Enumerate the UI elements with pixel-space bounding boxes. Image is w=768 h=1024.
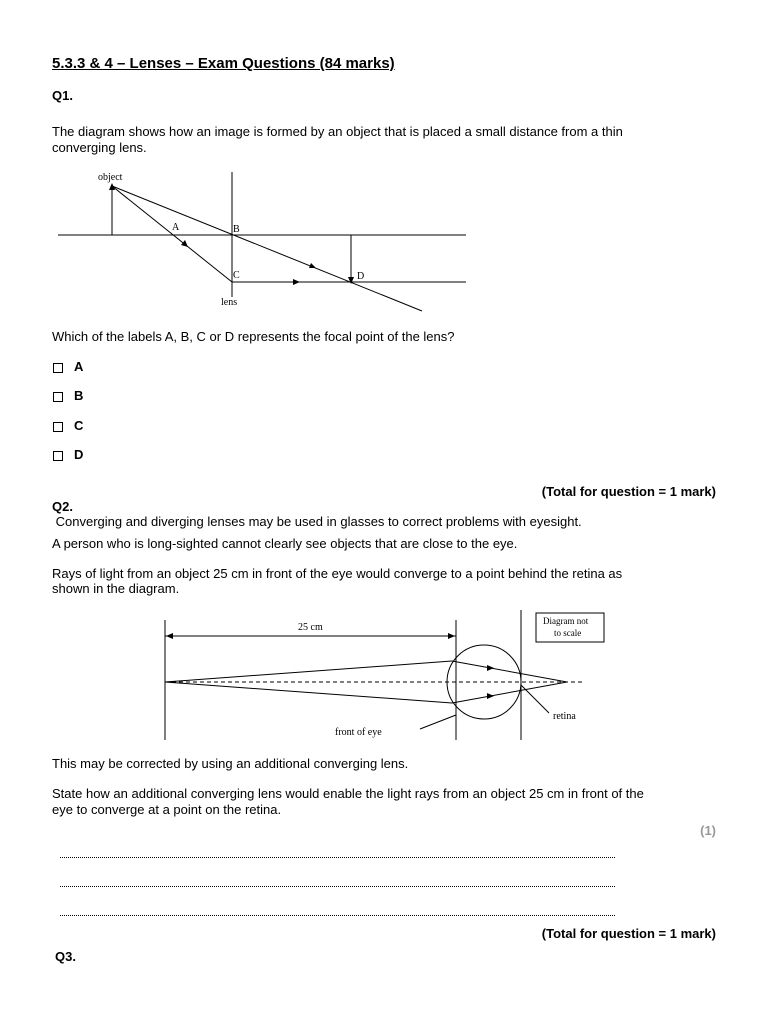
- label-b: B: [233, 224, 240, 235]
- option-a-label: A: [74, 359, 84, 374]
- checkbox-b[interactable]: [53, 392, 63, 402]
- q2-line2: A person who is long-sighted cannot clearly see objects that are close to the eye.: [52, 536, 518, 551]
- answer-line-3[interactable]: [60, 914, 615, 916]
- note-line2: to scale: [554, 628, 582, 638]
- q1-heading: Q1.: [52, 88, 73, 103]
- option-d-label: D: [74, 447, 84, 462]
- answer-line-2[interactable]: [60, 885, 615, 887]
- q2-line1: Converging and diverging lenses may be used in glasses to correct problems with eyesight.: [52, 514, 582, 529]
- label-c: C: [233, 270, 240, 281]
- answer-line-1[interactable]: [60, 856, 615, 858]
- note-line1: Diagram not: [543, 616, 589, 626]
- checkbox-c[interactable]: [53, 422, 63, 432]
- lens-ray-diagram: [0, 165, 768, 315]
- page-title: 5.3.3 & 4 – Lenses – Exam Questions (84 marks): [52, 55, 395, 72]
- q1-intro-line1: The diagram shows how an image is formed by an object that is placed a small distance from a thin: [52, 124, 623, 139]
- label-object: object: [98, 172, 123, 183]
- checkbox-a[interactable]: [53, 363, 63, 373]
- q2-heading: Q2.: [52, 499, 73, 514]
- q2-line5b: eye to converge at a point on the retina.: [52, 802, 282, 817]
- label-distance: 25 cm: [298, 622, 323, 633]
- label-lens: lens: [221, 297, 238, 308]
- label-retina: retina: [553, 711, 576, 722]
- q2-line5a: State how an additional converging lens would enable the light rays from an object 25 cm in front of the: [52, 786, 644, 801]
- q2-total: (Total for question = 1 mark): [541, 926, 716, 941]
- label-a: A: [172, 222, 180, 233]
- eye-ray-diagram: [0, 605, 768, 750]
- option-b-label: B: [74, 388, 84, 403]
- q1-total: (Total for question = 1 mark): [541, 484, 716, 499]
- label-front-of-eye: front of eye: [335, 727, 382, 738]
- q2-line3b: shown in the diagram.: [52, 581, 180, 596]
- label-d: D: [357, 271, 365, 282]
- q1-intro-line2: converging lens.: [52, 140, 147, 155]
- q1-question: Which of the labels A, B, C or D represents the focal point of the lens?: [52, 329, 455, 344]
- q2-line3a: Rays of light from an object 25 cm in front of the eye would converge to a point behind the retina as: [52, 566, 623, 581]
- checkbox-d[interactable]: [53, 451, 63, 461]
- option-c-label: C: [74, 418, 84, 433]
- q2-line4: This may be corrected by using an additional converging lens.: [52, 756, 409, 771]
- q3-heading: Q3.: [55, 949, 76, 964]
- q2-mark: (1): [700, 823, 716, 838]
